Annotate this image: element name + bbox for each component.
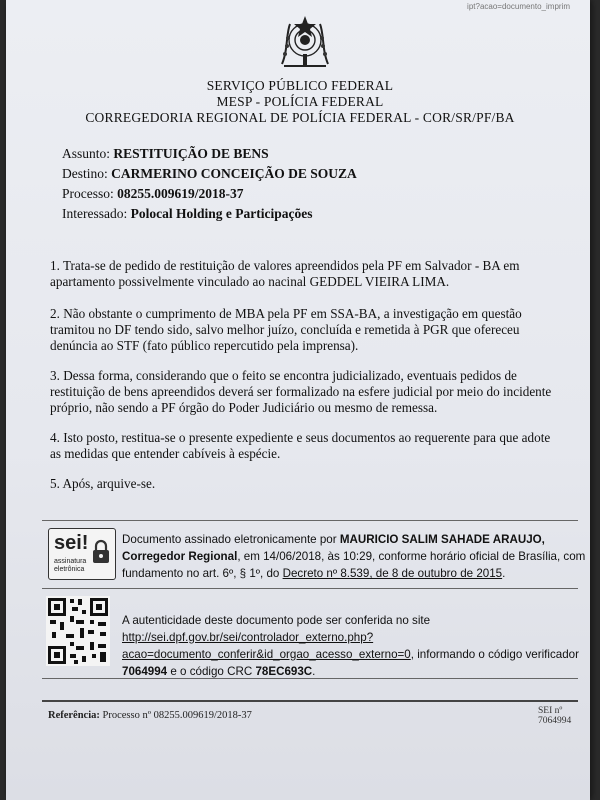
processo-label: Processo: (62, 186, 114, 201)
paragraph-4: 4. Isto posto, restitua-se o presente expediente e seus documentos ao requerente para que adote as medidas que entender cabíveis à espécie. (50, 430, 551, 461)
brazil-coat-of-arms-icon (274, 14, 336, 72)
interessado-field (62, 206, 312, 222)
authenticity-statement (122, 612, 592, 680)
header-line-1: SERVIÇO PÚBLICO FEDERAL (206, 78, 394, 93)
footer-sei-number: SEI nº 7064994 (538, 706, 572, 726)
destino-field (62, 166, 357, 182)
header-line-2: MESP - POLÍCIA FEDERAL (216, 94, 384, 109)
sei-seal-sub-1: assinatura (54, 558, 87, 565)
signature-pre: Documento assinado eletronicamente por (122, 533, 340, 546)
signature-end: . (502, 567, 506, 580)
authenticity-mid2: e o código CRC (167, 665, 256, 678)
assunto-label: Assunto: (62, 146, 111, 161)
authenticity-pre: A autenticidade deste documento pode ser conferida no site (122, 614, 431, 627)
header-line-3: CORREGEDORIA REGIONAL DE POLÍCIA FEDERAL - COR/SR/PF/BA (85, 110, 515, 125)
assunto-field (62, 146, 269, 162)
signature-when: , em 14/06/2018, às 10:29, conforme horário oficial de Brasília, com fundamento no art. 6º, § 1º, do (122, 550, 586, 580)
divider-lower (42, 678, 578, 679)
processo-value: 08255.009619/2018-37 (117, 186, 244, 201)
sei-seal-subtitle (54, 558, 86, 574)
authenticity-end: . (312, 665, 316, 678)
document-page (6, 0, 590, 800)
divider-footer (42, 700, 578, 702)
crc-code: 78EC693C (255, 665, 313, 678)
interessado-label: Interessado: (62, 206, 128, 221)
lock-icon (91, 539, 111, 565)
reference-value: Processo nº 08255.009619/2018-37 (102, 710, 252, 721)
signature-statement (122, 531, 592, 582)
paragraph-5: 5. Após, arquive-se. (50, 476, 156, 491)
authenticity-mid: , informando o código verificador (410, 648, 579, 661)
reference-label: Referência: (48, 710, 100, 721)
footer-reference (48, 710, 252, 721)
divider-middle (42, 588, 578, 589)
verification-url-link[interactable]: http://sei.dpf.gov.br/sei/controlador_externo.php?acao=documento_conferir&id_orgao_acesso_externo=0 (122, 631, 411, 661)
signer-name: MAURICIO SALIM SAHADE ARAUJO (339, 533, 542, 546)
paragraph-3: 3. Dessa forma, considerando que o feito se encontra judicializado, eventuais pedidos de restituição de bens apreendidos deverá ser formalizado na esfere judicial por meio do incidente próprio, não sendo a PF órgão do Poder Judiciário ou mesmo de remessa. (50, 368, 552, 415)
decree-link[interactable]: Decreto nº 8.539, de 8 de outubro de 2015 (282, 567, 503, 580)
sei-seal-sub-2: eletrônica (54, 566, 85, 573)
signer-role: , Corregedor Regional (122, 533, 545, 563)
sei-seal-word: sei! (54, 532, 89, 554)
destino-value: CARMERINO CONCEIÇÃO DE SOUZA (111, 166, 357, 181)
print-url-note: ipt?acao=documento_imprim (467, 2, 570, 11)
verification-code: 7064994 (122, 665, 168, 678)
interessado-value: Polocal Holding e Participações (130, 206, 313, 221)
divider-top (42, 520, 578, 521)
processo-field (62, 186, 244, 202)
destino-label: Destino: (62, 166, 108, 181)
sei-seal (48, 528, 116, 580)
paragraph-2: 2. Não obstante o cumprimento de MBA pela PF em SSA-BA, a investigação em questão tramitou no DF tendo sido, salvo melhor juízo, concluída e remetida à PGR que ofereceu denúncia ao STF (fato público repercutido pela imprensa). (50, 306, 522, 353)
assunto-value: RESTITUIÇÃO DE BENS (113, 146, 269, 161)
qr-code-icon (46, 596, 110, 666)
paragraph-1: 1. Trata-se de pedido de restituição de valores apreendidos pela PF em Salvador - BA em apartamento possivelmente vinculado ao nacinal GEDDEL VIEIRA LIMA. (50, 258, 520, 289)
